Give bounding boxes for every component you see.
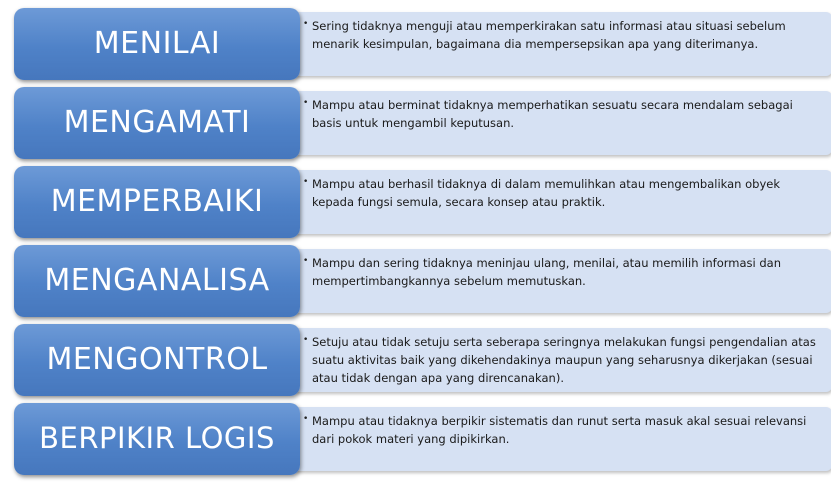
description-text: Mampu atau berminat tidaknya memperhatikan sesuatu secara mendalam sebagai basis untuk mengambil keputusan. [312,98,793,130]
description-box [292,249,831,313]
label-text: MENILAI [93,25,221,61]
description-text: Mampu atau tidaknya berpikir sistematis dan runut serta masuk akal sesuai relevansi dari pokok materi yang dipikirkan. [312,414,807,446]
description-box [292,407,831,471]
label-text: MENGONTROL [46,341,268,377]
description-text: Mampu dan sering tidaknya meninjau ulang, menilai, atau memilih informasi dan mempertimbangkannya sebelum memutuskan. [312,256,782,288]
label-box [14,87,300,159]
label-text: MEMPERBAIKI [50,183,264,219]
row-memperbaiki [14,166,822,238]
row-menilai [14,8,822,80]
label-text: MENGANALISA [44,262,270,298]
bullet-dot-icon: • [303,256,309,266]
label-box [14,324,300,396]
description-box [292,170,831,234]
label-box [14,403,300,475]
bullet-dot-icon: • [303,177,309,187]
label-text: BERPIKIR LOGIS [39,421,275,455]
description-text: Setuju atau tidak setuju serta seberapa seringnya melakukan fungsi pengendalian atas suatu aktivitas baik yang dikehendakinya maupun yang seharusnya dikerjakan (sesuai atau tidak dengan apa yang direncanakan). [312,335,816,385]
label-box [14,245,300,317]
bullet-dot-icon: • [303,414,309,424]
row-menganalisa [14,245,822,317]
bullet-dot-icon: • [303,98,309,108]
row-mengamati [14,87,822,159]
bullet-dot-icon: • [303,19,309,29]
row-mengontrol [14,324,822,396]
label-box [14,166,300,238]
row-berpikir-logis [14,403,822,475]
bullet-dot-icon: • [303,335,309,345]
label-box [14,8,300,80]
description-box [292,91,831,155]
label-text: MENGAMATI [63,104,251,140]
description-text: Sering tidaknya menguji atau memperkirakan satu informasi atau situasi sebelum menarik kesimpulan, bagaimana dia mempersepsikan apa yang diterimanya. [312,19,786,51]
description-box [292,12,831,76]
description-box [292,328,831,392]
description-text: Mampu atau berhasil tidaknya di dalam memulihkan atau mengembalikan obyek kepada fungsi semula, secara konsep atau praktik. [312,177,780,209]
